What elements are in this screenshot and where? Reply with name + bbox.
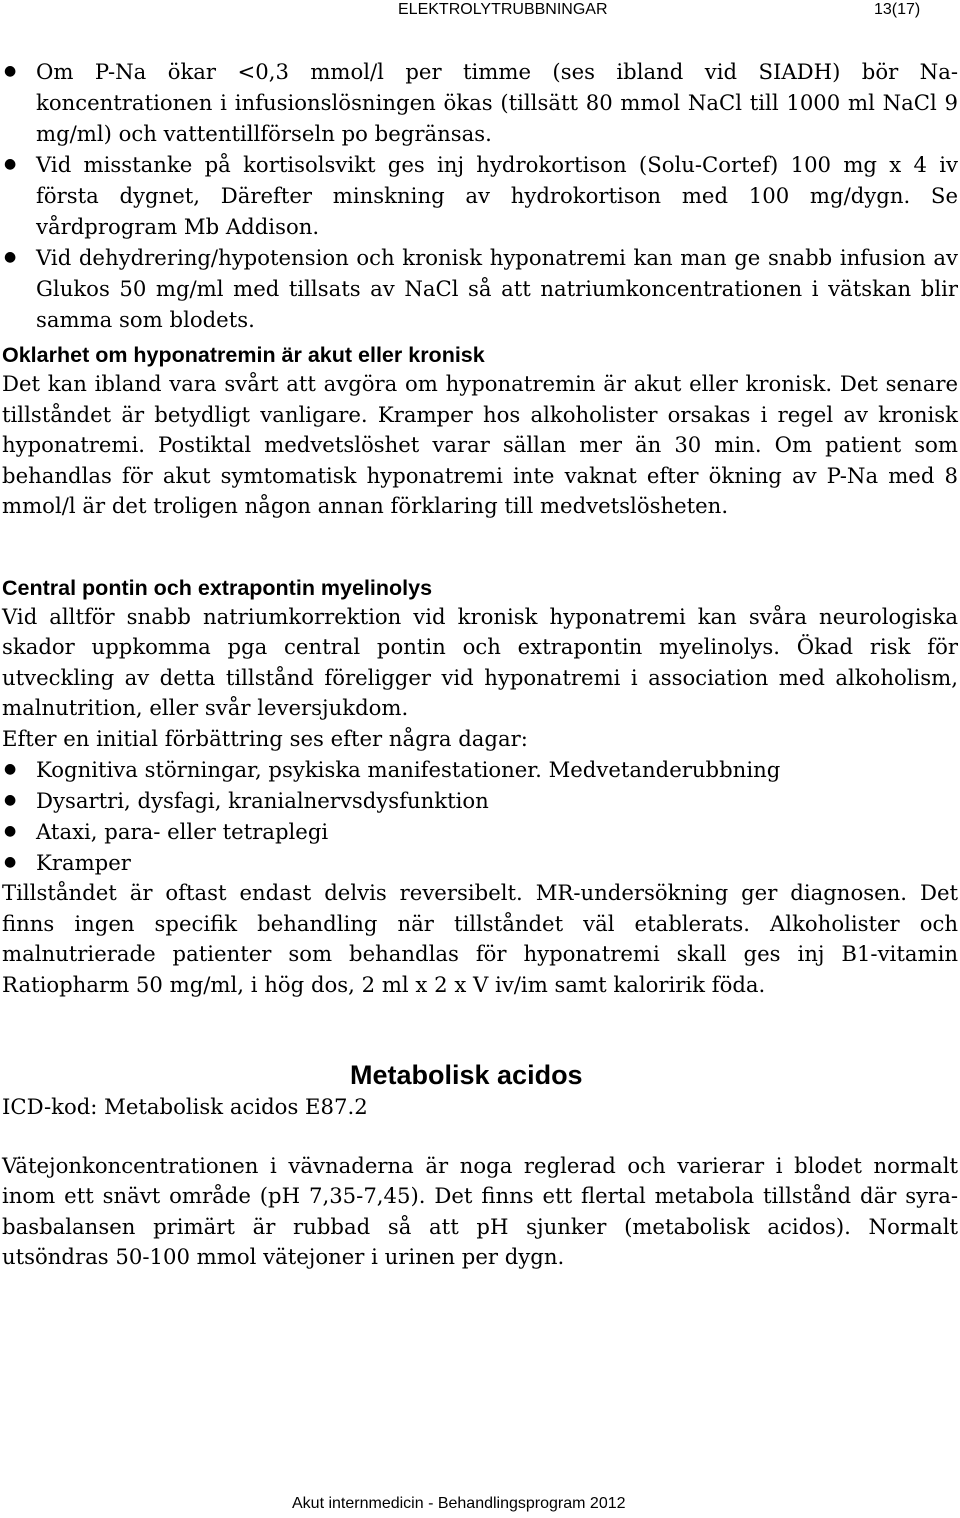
list-item-text: Vid dehydrering/hypotension och kronisk hyponatremi kan man ge snabb infusion av Glukos 50 mg/ml med tillsats av NaCl så att natriumkoncentrationen i vätskan blir samma som blodets. bbox=[36, 245, 958, 332]
list-item-text: Kognitiva störningar, psykiska manifestationer. Medvetanderubbning bbox=[36, 757, 781, 782]
bullet-icon: ● bbox=[4, 156, 17, 172]
section-heading-myelinolysis: Central pontin och extrapontin myelinolys bbox=[2, 575, 433, 600]
section-paragraph-unclear: Det kan ibland vara svårt att avgöra om hyponatremin är akut eller kronisk. Det senare tillståndet är betydligt vanligare. Kramper hos alkoholister orsakas i regel av kronisk hyponatremi. Postiktal medvetslöshet varar sällan mer än 30 min. Om patient som behandlas för akut symtomatisk hyponatremi inte vaknat efter ökning av P-Na med 8 mmol/l är det troligen någon annan förklaring till medvetslösheten. bbox=[2, 371, 958, 518]
section-paragraph-acidosis: Vätejonkoncentrationen i vävnaderna är noga reglerad och varierar i blodet normalt inom ett snävt område (pH 7,35-7,45). Det finns ett flertal metabola tillstånd där syra-basbalansen primärt är rubbad så att pH sjunker (metabolisk acidos). Normalt utsöndras 50-100 mmol vätejoner i urinen per dygn. bbox=[2, 1152, 958, 1269]
treatment-bullet-list bbox=[2, 56, 958, 335]
list-item-text: Om P-Na ökar <0,3 mmol/l per timme (ses ibland vid SIADH) bör Na-koncentrationen i infusionslösningen ökas (tillsätt 80 mmol NaCl till 1000 ml NaCl 9 mg/ml) och vattentillförseln po begränsas. bbox=[36, 59, 958, 146]
symptoms-intro: Efter en initial förbättring ses efter några dagar: bbox=[2, 725, 528, 751]
page-number: 13(17) bbox=[874, 1, 921, 18]
list-item-text: Kramper bbox=[36, 850, 131, 875]
list-item-text: Ataxi, para- eller tetraplegi bbox=[36, 819, 329, 844]
header-title: ELEKTROLYTRUBBNINGAR bbox=[398, 1, 608, 18]
list-item bbox=[2, 149, 958, 242]
bullet-icon: ● bbox=[4, 854, 17, 870]
list-item bbox=[2, 847, 958, 878]
list-item-text: Dysartri, dysfagi, kranialnervsdysfunktion bbox=[36, 788, 489, 813]
list-item bbox=[2, 56, 958, 149]
bullet-icon: ● bbox=[4, 249, 17, 265]
bullet-icon: ● bbox=[4, 63, 17, 79]
list-item bbox=[2, 754, 958, 785]
section-title-metabolic-acidosis: Metabolisk acidos bbox=[350, 1060, 583, 1090]
section-paragraph-treatment: Tillståndet är oftast endast delvis reversibelt. MR-undersökning ger diagnosen. Det finns ingen specifik behandling när tillståndet väl etablerats. Alkoholister och malnutrierade patienter som behandlas för hyponatremi skall ges inj B1-vitamin Ratiopharm 50 mg/ml, i hög dos, 2 ml x 2 x V iv/im samt kaloririk föda. bbox=[2, 880, 958, 997]
section-heading-unclear: Oklarhet om hyponatremin är akut eller kronisk bbox=[2, 343, 485, 367]
document-body bbox=[2, 56, 958, 1273]
list-item-text: Vid misstanke på kortisolsvikt ges inj hydrokortison (Solu-Cortef) 100 mg x 4 iv första dygnet, Därefter minskning av hydrokortison med 100 mg/dygn. Se vårdprogram Mb Addison. bbox=[36, 152, 958, 239]
bullet-icon: ● bbox=[4, 792, 17, 808]
icd-code: ICD-kod: Metabolisk acidos E87.2 bbox=[2, 1094, 368, 1119]
bullet-icon: ● bbox=[4, 823, 17, 839]
symptom-bullet-list bbox=[2, 754, 958, 878]
page-header bbox=[0, 0, 960, 22]
bullet-icon: ● bbox=[4, 761, 17, 777]
list-item bbox=[2, 816, 958, 847]
list-item bbox=[2, 242, 958, 335]
section-paragraph-myelinolysis: Vid alltför snabb natriumkorrektion vid kronisk hyponatremi kan svåra neurologiska skador uppkomma pga central pontin och extrapontin myelinolys. Ökad risk för utveckling av detta tillstånd föreligger vid hyponatremi i association med alkoholism, malnutrition, eller svår leversjukdom. bbox=[2, 603, 958, 720]
list-item bbox=[2, 785, 958, 816]
page-footer: Akut internmedicin - Behandlingsprogram 2012 bbox=[292, 1495, 626, 1512]
